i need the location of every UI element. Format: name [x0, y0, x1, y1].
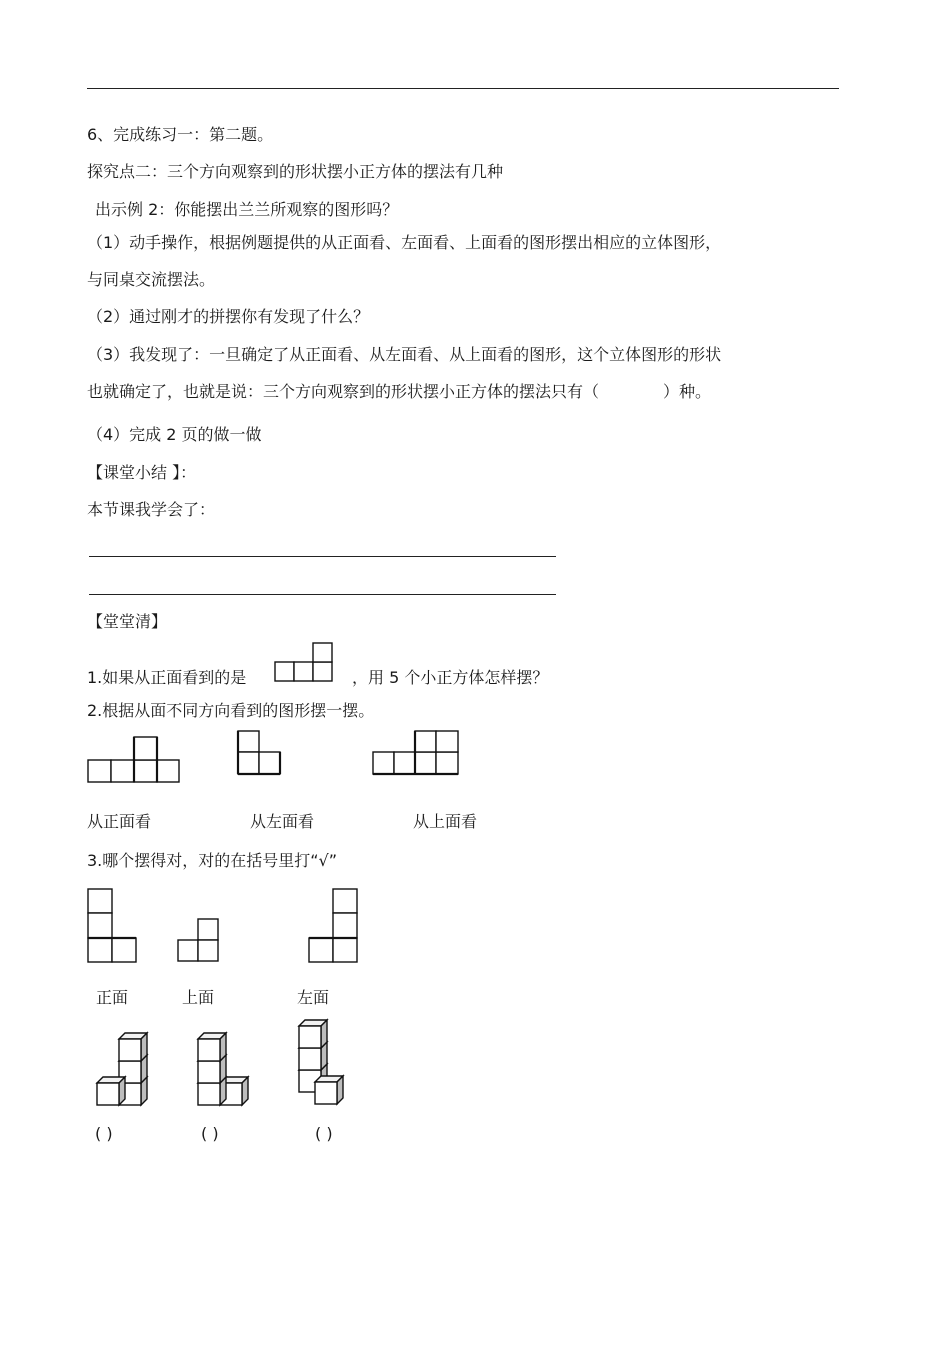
q3-top-view-figure [177, 918, 221, 964]
answer-line-2 [89, 594, 556, 595]
step-2: （2）通过刚才的拼摆你有发现了什么？ [87, 307, 370, 326]
q3-cube-stack-c [297, 1018, 357, 1108]
example-2: 出示例 2：你能摆出兰兰所观察的图形吗？ [95, 200, 399, 219]
step-4: （4）完成 2 页的做一做 [87, 425, 262, 444]
q2-text: 2.根据从面不同方向看到的图形摆一摆。 [87, 701, 375, 720]
step-3-cont: 也就确定了，也就是说：三个方向观察到的形状摆小正方体的摆法只有（ ）种。 [87, 382, 712, 401]
q3-text: 3.哪个摆得对，对的在括号里打“√” [87, 851, 338, 870]
step-1-cont: 与同桌交流摆法。 [87, 270, 216, 289]
q3-cube-stack-a [95, 1031, 159, 1109]
q2-front-view-figure [87, 736, 181, 784]
answer-line-1 [89, 556, 556, 557]
q2-caption-left: 从左面看 [250, 812, 315, 831]
q1-suffix: ，用 5 个小正方体怎样摆？ [352, 668, 549, 687]
q2-caption-top: 从上面看 [413, 812, 478, 831]
summary-heading: 【课堂小结 】： [87, 463, 197, 482]
q3-caption-top: 上面 [182, 988, 215, 1007]
q1-front-view-figure [274, 642, 334, 682]
q3-answer-blank-c[interactable]: ( ) [315, 1124, 333, 1143]
q3-cube-stack-b [196, 1031, 260, 1109]
step-3: （3）我发现了：一旦确定了从正面看、从左面看、从上面看的图形，这个立体图形的形状 [87, 345, 722, 364]
q2-top-view-figure [372, 730, 460, 776]
q3-caption-left: 左面 [297, 988, 330, 1007]
inquiry-point-2: 探究点二：三个方向观察到的形状摆小正方体的摆法有几种 [87, 162, 504, 181]
header-rule [87, 88, 839, 89]
q2-left-view-figure [237, 730, 283, 776]
q3-answer-blank-a[interactable]: ( ) [95, 1124, 113, 1143]
q1-prefix: 1.如果从正面看到的是 [87, 668, 247, 687]
q2-caption-front: 从正面看 [87, 812, 152, 831]
q3-answer-blank-b[interactable]: ( ) [201, 1124, 219, 1143]
q3-caption-front: 正面 [96, 988, 129, 1007]
step-1: （1）动手操作，根据例题提供的从正面看、左面看、上面看的图形摆出相应的立体图形， [87, 233, 722, 252]
line-6: 6、完成练习一：第二题。 [87, 125, 274, 144]
qc-heading: 【堂堂清】 [87, 612, 168, 631]
q3-front-view-figure [87, 888, 139, 964]
summary-text: 本节课我学会了： [87, 500, 216, 519]
q3-left-view-figure [308, 888, 360, 964]
